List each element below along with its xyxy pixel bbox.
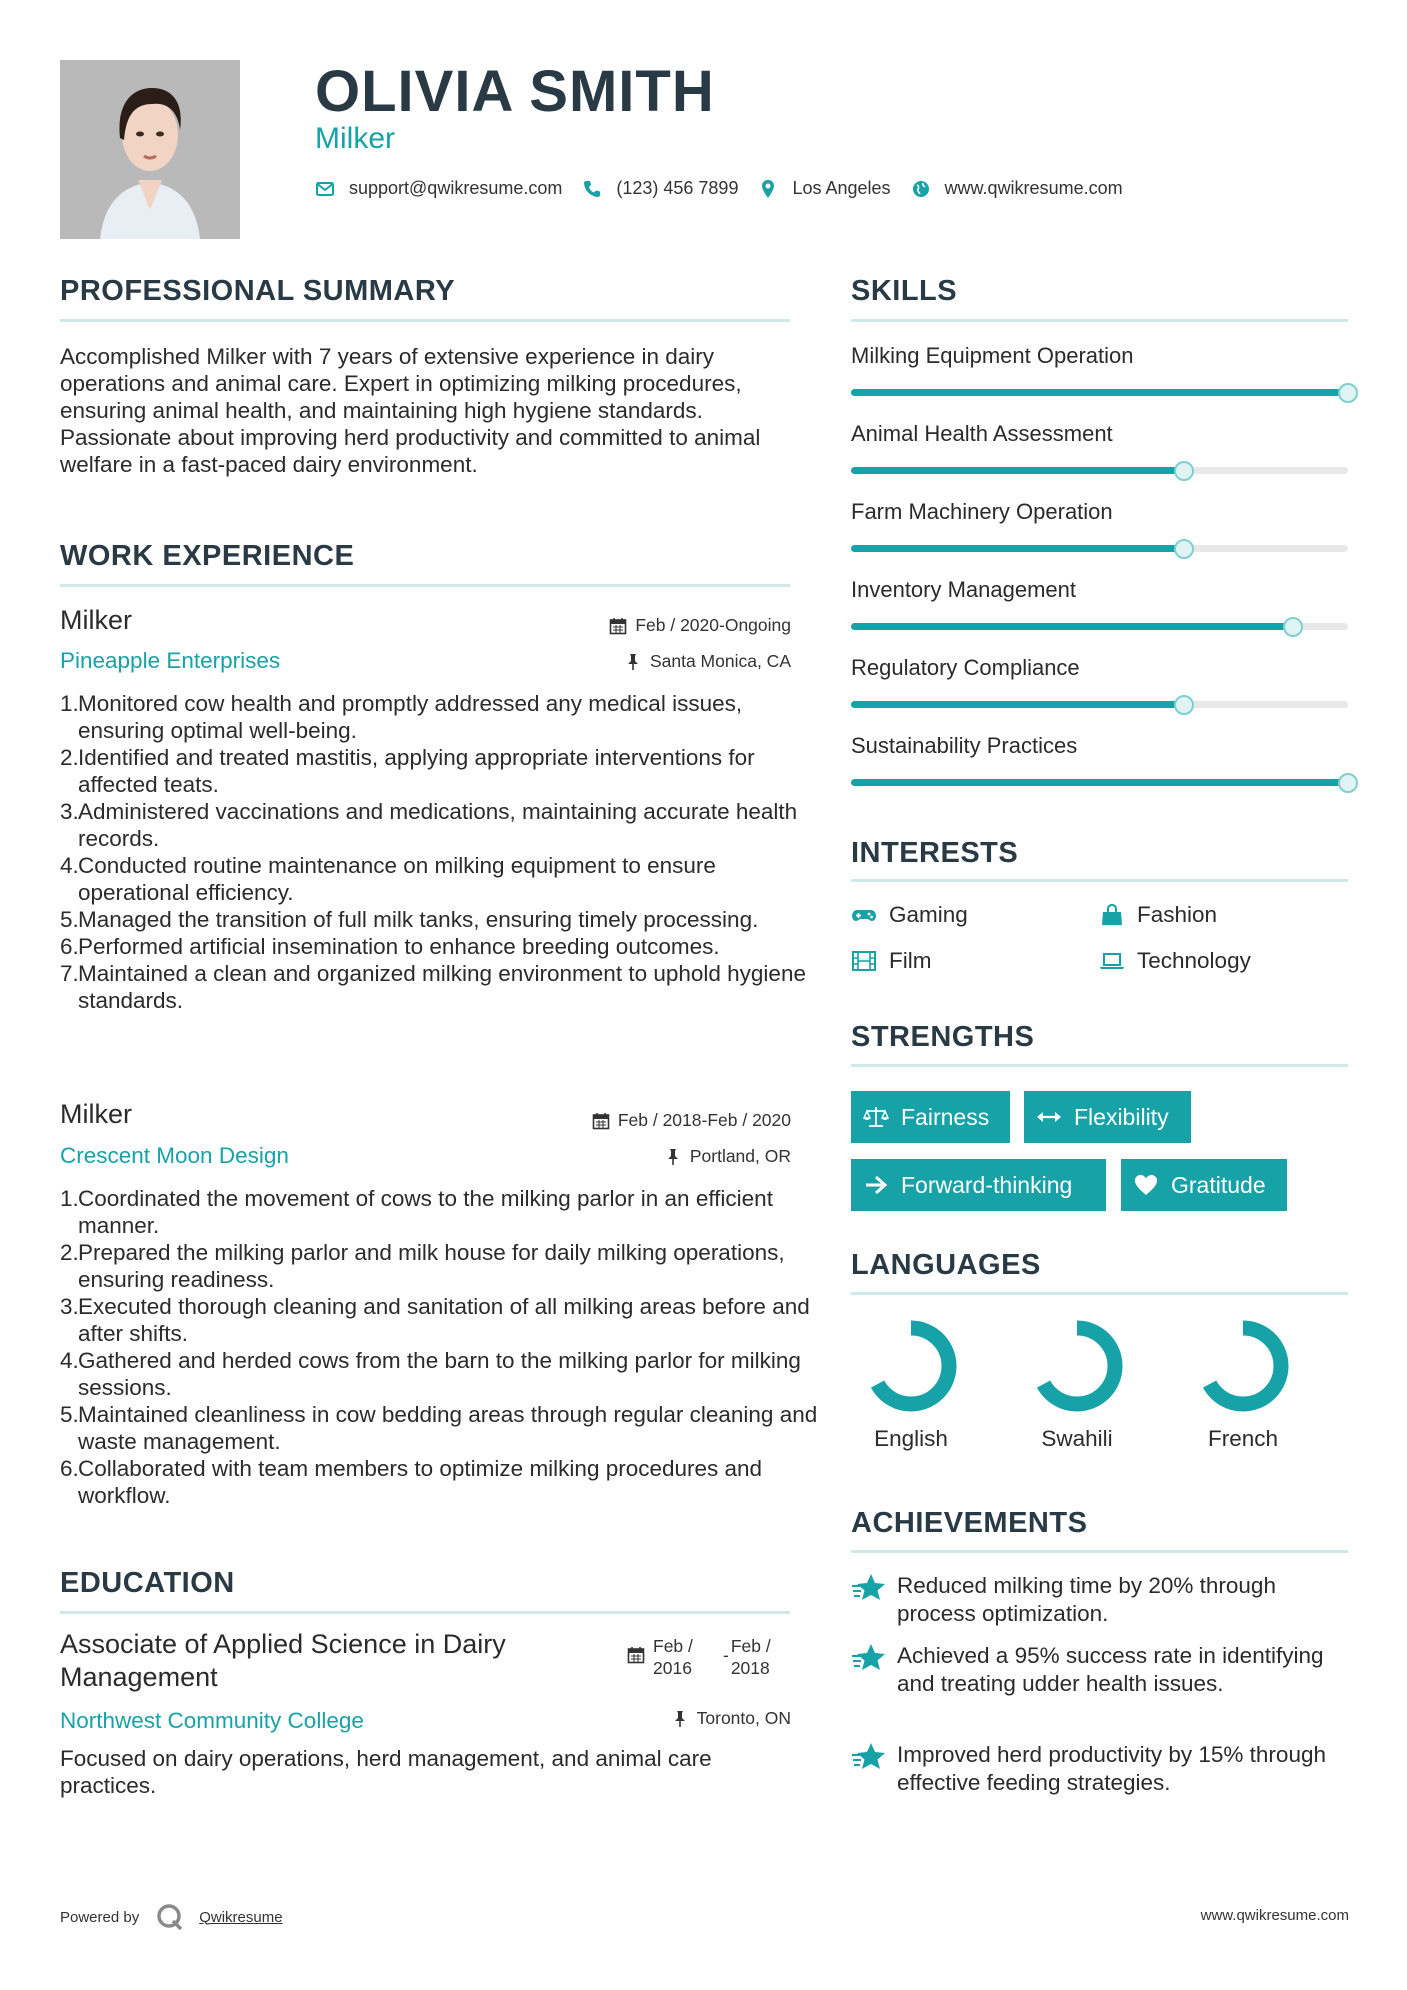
skill-bar: [851, 545, 1348, 552]
heart-icon: [1133, 1173, 1159, 1197]
job-2-company: Crescent Moon Design: [60, 1143, 289, 1168]
language-ring: [1193, 1316, 1293, 1416]
education-start-year: 2016: [653, 1658, 692, 1678]
interests-heading: INTERESTS: [851, 837, 1019, 869]
contact-phone-text: (123) 456 7899: [616, 178, 739, 198]
skill-bar-fill: [851, 467, 1184, 474]
list-item: Monitored cow health and promptly addressed any medical issues, ensuring optimal well-being.: [78, 691, 743, 743]
education-heading: EDUCATION: [60, 1567, 235, 1599]
pushpin-icon: [664, 1148, 682, 1166]
strength-tag: [1024, 1091, 1191, 1143]
list-item: Executed thorough cleaning and sanitation of all milking areas before and after shifts.: [78, 1294, 810, 1346]
achievement-item: [851, 1642, 1351, 1698]
skill-label: Regulatory Compliance: [851, 655, 1080, 680]
balance-scale-icon: [863, 1105, 889, 1129]
interest-label: Fashion: [1137, 902, 1218, 927]
pushpin-icon: [624, 653, 642, 671]
film-icon: [851, 950, 877, 972]
strengths-divider: [851, 1064, 1348, 1067]
skill-bar-knob: [1338, 383, 1358, 403]
powered-by-text: Powered by: [60, 1908, 140, 1926]
list-item: Managed the transition of full milk tanks, ensuring timely processing.: [78, 907, 759, 932]
job-1-role: Milker: [60, 605, 132, 635]
profile-photo-illustration: [60, 60, 240, 239]
shopping-bag-icon: [1099, 904, 1125, 926]
strength-label: Gratitude: [1171, 1171, 1266, 1198]
achievement-text: Improved herd productivity by 15% through effective feeding strategies.: [897, 1742, 1326, 1795]
skill-bar: [851, 389, 1348, 396]
skill-bar-fill: [851, 545, 1184, 552]
calendar-icon: [592, 1112, 610, 1130]
list-item: Performed artificial insemination to enhance breeding outcomes.: [78, 934, 720, 959]
job-2-location-text: Portland, OR: [689, 1146, 791, 1166]
language-ring: [1027, 1316, 1127, 1416]
skill-bar-knob: [1338, 773, 1358, 793]
skill-bar: [851, 623, 1348, 630]
job-2-duties: [60, 1185, 818, 1509]
interest-label: Technology: [1137, 948, 1251, 973]
candidate-title: Milker: [315, 122, 395, 155]
job-1-duties: [60, 690, 818, 1014]
skill-bar: [851, 701, 1348, 708]
list-item: Collaborated with team members to optimize milking procedures and workflow.: [78, 1456, 763, 1508]
education-location: [671, 1708, 791, 1729]
contact-website[interactable]: [911, 178, 1123, 199]
summary-divider: [60, 319, 790, 322]
contact-phone[interactable]: [582, 178, 738, 199]
list-item: Coordinated the movement of cows to the milking parlor in an efficient manner.: [78, 1186, 773, 1238]
education-location-text: Toronto, ON: [696, 1708, 791, 1728]
skills-heading: SKILLS: [851, 275, 958, 307]
education-end-year: 2018: [730, 1658, 770, 1678]
skill-bar-knob: [1174, 461, 1194, 481]
job-1-location-text: Santa Monica, CA: [649, 651, 791, 671]
work-divider: [60, 584, 790, 587]
strength-label: Flexibility: [1074, 1103, 1169, 1130]
arrows-horizontal-icon: [1036, 1105, 1062, 1129]
summary-text: Accomplished Milker with 7 years of extensive experience in dairy operations and animal care. Expert in optimizing milking procedures, ensuring animal health, and maintaining high hygiene standards. Passionate about improving herd productivity and committed to animal welfare in a fast-paced dairy environment.: [60, 344, 761, 477]
skill-bar-knob: [1174, 695, 1194, 715]
job-1-location: [624, 651, 791, 672]
education-divider: [60, 1611, 790, 1614]
job-1-company: Pineapple Enterprises: [60, 648, 281, 673]
list-item: Identified and treated mastitis, applying appropriate interventions for affected teats.: [78, 745, 755, 797]
laptop-icon: [1099, 950, 1125, 972]
languages-heading: LANGUAGES: [851, 1249, 1041, 1281]
skill-bar-fill: [851, 779, 1348, 786]
achievement-text: Reduced milking time by 20% through process optimization.: [897, 1573, 1276, 1626]
skill-label: Inventory Management: [851, 577, 1077, 602]
phone-icon: [582, 179, 602, 199]
language-item: [1017, 1316, 1137, 1452]
education-description: Focused on dairy operations, herd management, and animal care practices.: [60, 1746, 712, 1798]
skill-bar-fill: [851, 701, 1184, 708]
achievement-item: [851, 1572, 1351, 1628]
skill-label: Animal Health Assessment: [851, 421, 1113, 446]
list-item: Administered vaccinations and medications, maintaining accurate health records.: [78, 799, 798, 851]
calendar-icon: [609, 617, 627, 635]
skill-bar-fill: [851, 389, 1348, 396]
contact-bar: [315, 178, 1143, 199]
contact-email-text: support@qwikresume.com: [349, 178, 563, 198]
education-dates: [627, 1635, 771, 1679]
skill-label: Milking Equipment Operation: [851, 343, 1134, 368]
achievement-item: [851, 1741, 1351, 1797]
job-2-dates: [592, 1110, 791, 1131]
job-1-dates: [609, 615, 791, 636]
language-label: French: [1207, 1426, 1279, 1451]
languages-divider: [851, 1292, 1348, 1295]
list-item: Gathered and herded cows from the barn to the milking parlor for milking sessions.: [78, 1348, 801, 1400]
gamepad-icon: [851, 904, 877, 926]
skills-divider: [851, 319, 1348, 322]
candidate-name: OLIVIA SMITH: [315, 59, 715, 124]
envelope-icon: [315, 179, 335, 199]
map-pin-icon: [758, 179, 778, 199]
contact-location-text: Los Angeles: [792, 178, 891, 198]
education-end-date: [723, 1635, 771, 1679]
profile-photo: [60, 60, 240, 239]
summary-heading: PROFESSIONAL SUMMARY: [60, 275, 456, 307]
achievement-text: Achieved a 95% success rate in identifying and treating udder health issues.: [897, 1643, 1324, 1696]
education-school: Northwest Community College: [60, 1708, 364, 1733]
strength-tag: [851, 1159, 1106, 1211]
interest-item: [1099, 902, 1217, 928]
skill-label: Sustainability Practices: [851, 733, 1078, 758]
powered-by: [60, 1902, 283, 1932]
strength-tag: [1121, 1159, 1287, 1211]
education-date-separator: -: [723, 1645, 729, 1665]
interest-label: Gaming: [889, 902, 968, 927]
skill-bar-knob: [1174, 539, 1194, 559]
contact-location: [758, 178, 890, 199]
strength-label: Fairness: [901, 1103, 990, 1130]
job-2-location: [664, 1146, 791, 1167]
strengths-heading: STRENGTHS: [851, 1021, 1035, 1053]
list-item: Maintained a clean and organized milking environment to uphold hygiene standards.: [78, 961, 806, 1013]
skill-bar: [851, 779, 1348, 786]
footer-website[interactable]: www.qwikresume.com: [1200, 1907, 1349, 1924]
language-item: [1183, 1316, 1303, 1452]
qwikresume-logo-icon: [155, 1902, 185, 1932]
skill-bar-fill: [851, 623, 1293, 630]
language-label: English: [874, 1426, 948, 1451]
language-ring: [861, 1316, 961, 1416]
list-item: Prepared the milking parlor and milk house for daily milking operations, ensuring readiness.: [78, 1240, 785, 1292]
language-label: Swahili: [1041, 1426, 1113, 1451]
contact-email[interactable]: [315, 178, 562, 199]
interest-item: [851, 902, 968, 928]
education-end-month: Feb /: [730, 1636, 771, 1656]
strength-label: Forward-thinking: [901, 1171, 1073, 1198]
globe-icon: [911, 179, 931, 199]
education-start-month: Feb /: [653, 1636, 693, 1656]
pushpin-icon: [671, 1710, 689, 1728]
interest-item: [1099, 948, 1251, 974]
star-icon: [851, 1572, 887, 1604]
skill-bar-knob: [1283, 617, 1303, 637]
strength-tag: [851, 1091, 1010, 1143]
list-item: Conducted routine maintenance on milking equipment to ensure operational efficiency.: [78, 853, 716, 905]
star-icon: [851, 1741, 887, 1773]
job-2-dates-text: Feb / 2018-Feb / 2020: [617, 1110, 791, 1130]
interests-divider: [851, 879, 1348, 882]
interest-item: [851, 948, 931, 974]
job-1-dates-text: Feb / 2020-Ongoing: [635, 615, 791, 635]
achievements-divider: [851, 1550, 1348, 1553]
star-icon: [851, 1642, 887, 1674]
achievements-heading: ACHIEVEMENTS: [851, 1507, 1088, 1539]
skill-bar: [851, 467, 1348, 474]
job-2-role: Milker: [60, 1099, 132, 1129]
arrow-right-icon: [863, 1173, 889, 1197]
qwikresume-link[interactable]: Qwikresume: [199, 1908, 283, 1926]
contact-website-text: www.qwikresume.com: [944, 178, 1123, 198]
calendar-icon: [627, 1646, 645, 1664]
education-start-date: [653, 1635, 723, 1679]
skill-label: Farm Machinery Operation: [851, 499, 1113, 524]
language-item: [851, 1316, 971, 1452]
list-item: Maintained cleanliness in cow bedding areas through regular cleaning and waste management.: [78, 1402, 818, 1454]
interest-label: Film: [889, 948, 932, 973]
work-heading: WORK EXPERIENCE: [60, 540, 355, 572]
education-degree: Associate of Applied Science in Dairy Management: [60, 1629, 506, 1692]
